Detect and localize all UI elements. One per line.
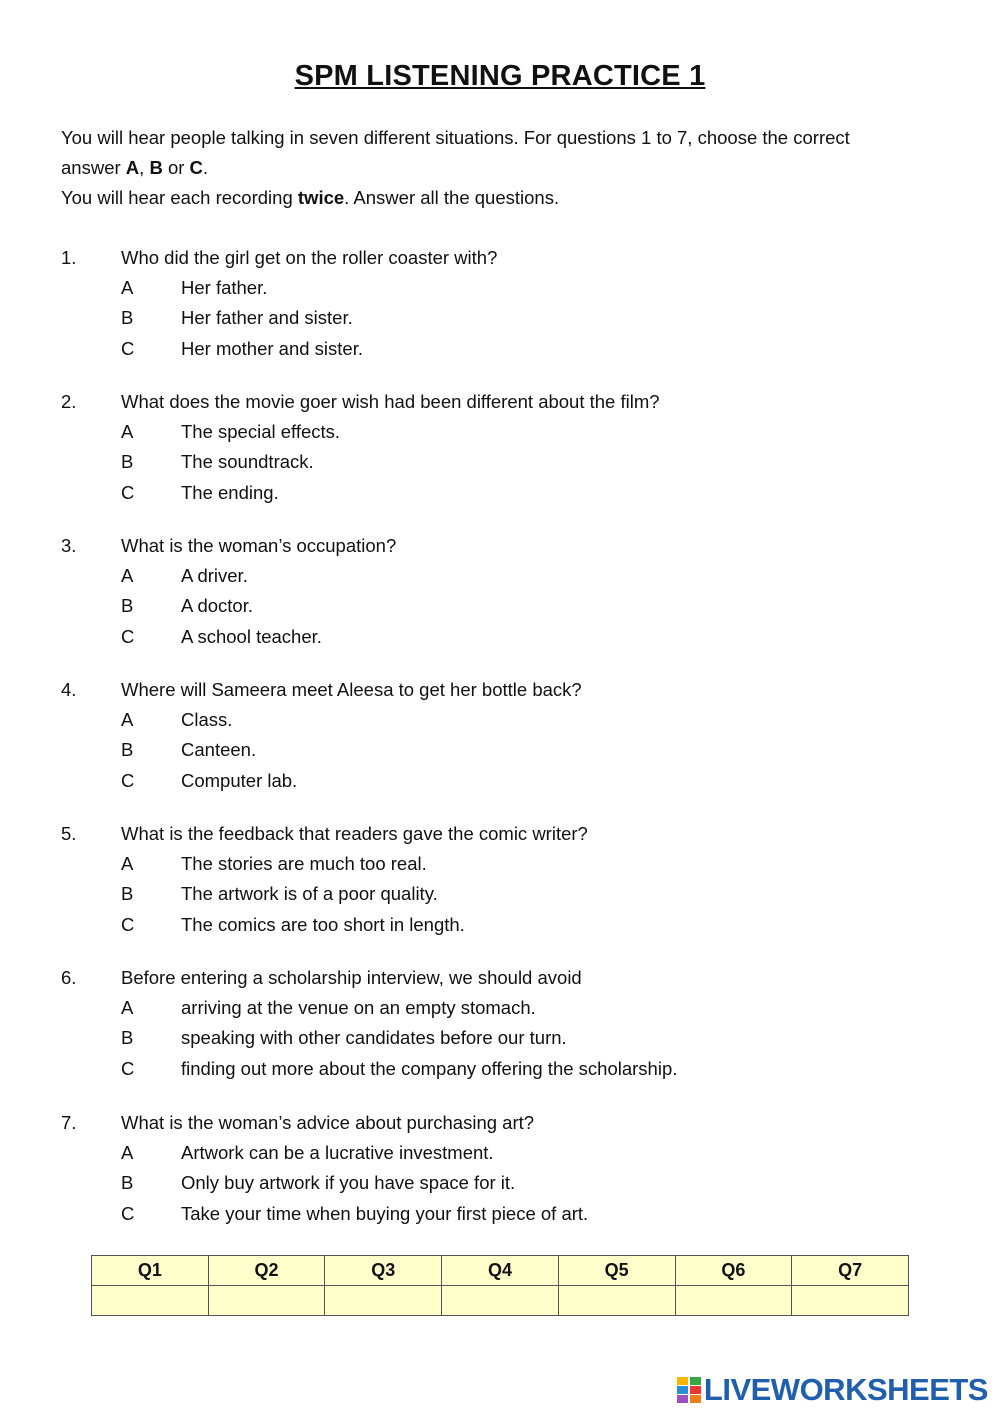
instructions-line-2 (61, 153, 941, 183)
option-text: The stories are much too real. (181, 853, 427, 875)
answer-table-input-row (92, 1286, 909, 1316)
liveworksheets-logo-icon (676, 1376, 702, 1404)
liveworksheets-logo[interactable] (676, 1372, 988, 1408)
option-letter: B (121, 451, 134, 473)
option-text: A doctor. (181, 595, 253, 617)
option-text: speaking with other candidates before our turn. (181, 1027, 567, 1049)
option-c[interactable] (61, 334, 961, 364)
answer-table-header: Q6 (675, 1256, 792, 1286)
answer-table-header: Q2 (208, 1256, 325, 1286)
option-letter: A (121, 709, 134, 731)
option-c[interactable] (61, 766, 961, 796)
option-letter: A (121, 997, 134, 1019)
instructions-line-1: You will hear people talking in seven different situations. For questions 1 to 7, choose the correct (61, 127, 850, 148)
instructions-line-3 (61, 183, 941, 213)
instructions-text: answer (61, 157, 126, 178)
answer-table (91, 1255, 909, 1316)
twice-bold: twice (297, 187, 345, 208)
option-text: The comics are too short in length. (181, 913, 465, 935)
answer-table-header: Q7 (792, 1256, 909, 1286)
question-2 (61, 387, 961, 508)
option-text: The ending. (181, 481, 279, 503)
option-letter: C (121, 481, 135, 503)
question-1 (61, 243, 961, 364)
option-letter: A (121, 565, 134, 587)
option-a[interactable] (61, 561, 961, 591)
option-c[interactable] (61, 1199, 961, 1229)
question-number: 2. (61, 391, 77, 412)
question-text: Who did the girl get on the roller coaster with? (121, 247, 498, 268)
option-letter: B (121, 307, 134, 329)
answer-table-header-row (92, 1256, 909, 1286)
option-a[interactable] (61, 849, 961, 879)
question-6 (61, 963, 961, 1084)
option-letter: A (121, 853, 134, 875)
option-letter: C (121, 1202, 135, 1224)
option-a-bold: A (125, 157, 140, 178)
answer-cell-q5[interactable] (558, 1286, 675, 1316)
option-c[interactable] (61, 1054, 961, 1084)
worksheet-title: SPM LISTENING PRACTICE 1 (294, 60, 706, 92)
answer-cell-q7[interactable] (792, 1286, 909, 1316)
answer-table-header: Q3 (325, 1256, 442, 1286)
option-b[interactable] (61, 1168, 961, 1198)
question-number: 7. (61, 1112, 77, 1133)
instructions-text: . (202, 157, 209, 178)
option-letter: A (121, 1142, 134, 1164)
option-b-bold: B (149, 157, 163, 178)
option-text: Take your time when buying your first piece of art. (181, 1202, 589, 1224)
option-text: Class. (181, 709, 233, 731)
option-letter: C (121, 1057, 135, 1079)
option-a[interactable] (61, 1138, 961, 1168)
question-5 (61, 819, 961, 940)
answer-cell-q4[interactable] (442, 1286, 559, 1316)
question-number: 6. (61, 967, 77, 988)
question-number: 1. (61, 247, 77, 268)
option-b[interactable] (61, 735, 961, 765)
option-text: Artwork can be a lucrative investment. (181, 1142, 494, 1164)
option-b[interactable] (61, 447, 961, 477)
option-text: The artwork is of a poor quality. (181, 883, 438, 905)
instructions (61, 123, 941, 213)
option-text: The special effects. (181, 421, 341, 443)
answer-cell-q3[interactable] (325, 1286, 442, 1316)
option-letter: B (121, 1172, 134, 1194)
option-a[interactable] (61, 705, 961, 735)
instructions-text: . Answer all the questions. (344, 187, 560, 208)
option-a[interactable] (61, 993, 961, 1023)
option-c[interactable] (61, 478, 961, 508)
answer-table-header: Q5 (558, 1256, 675, 1286)
option-letter: A (121, 421, 134, 443)
option-text: Her mother and sister. (181, 337, 363, 359)
option-letter: C (121, 625, 135, 647)
option-text: The soundtrack. (181, 451, 314, 473)
instructions-text: or (162, 157, 190, 178)
question-text: What does the movie goer wish had been different about the film? (121, 391, 660, 412)
question-text: What is the woman’s occupation? (121, 535, 397, 556)
option-letter: B (121, 883, 134, 905)
liveworksheets-logo-text: LIVEWORKSHEETS (703, 1372, 988, 1407)
answer-table-header: Q4 (442, 1256, 559, 1286)
option-b[interactable] (61, 591, 961, 621)
option-b[interactable] (61, 303, 961, 333)
question-3 (61, 531, 961, 652)
question-number: 3. (61, 535, 77, 556)
option-letter: B (121, 1027, 134, 1049)
option-text: arriving at the venue on an empty stomach. (181, 997, 536, 1019)
option-c[interactable] (61, 910, 961, 940)
option-a[interactable] (61, 273, 961, 303)
answer-table-header: Q1 (92, 1256, 209, 1286)
question-number: 4. (61, 679, 77, 700)
option-b[interactable] (61, 879, 961, 909)
option-text: A school teacher. (181, 625, 322, 647)
option-text: Her father and sister. (181, 307, 353, 329)
option-letter: C (121, 769, 135, 791)
option-c[interactable] (61, 622, 961, 652)
answer-cell-q1[interactable] (92, 1286, 209, 1316)
question-text: Before entering a scholarship interview, we should avoid (121, 967, 582, 988)
option-c-bold: C (189, 157, 203, 178)
option-text: Only buy artwork if you have space for it. (181, 1172, 516, 1194)
option-text: finding out more about the company offering the scholarship. (181, 1057, 678, 1079)
option-letter: B (121, 595, 134, 617)
option-b[interactable] (61, 1023, 961, 1053)
option-letter: C (121, 337, 135, 359)
option-a[interactable] (61, 417, 961, 447)
question-7 (61, 1108, 961, 1229)
instructions-text: You will hear each recording (61, 187, 298, 208)
option-letter: C (121, 913, 135, 935)
question-number: 5. (61, 823, 77, 844)
option-text: A driver. (181, 565, 248, 587)
question-text: What is the feedback that readers gave the comic writer? (121, 823, 588, 844)
question-4 (61, 675, 961, 796)
option-letter: B (121, 739, 134, 761)
question-text: What is the woman’s advice about purchasing art? (121, 1112, 535, 1133)
question-text: Where will Sameera meet Aleesa to get her bottle back? (121, 679, 582, 700)
answer-cell-q2[interactable] (208, 1286, 325, 1316)
option-text: Canteen. (181, 739, 257, 761)
option-letter: A (121, 277, 134, 299)
option-text: Her father. (181, 277, 268, 299)
option-text: Computer lab. (181, 769, 298, 791)
instructions-text: , (139, 157, 150, 178)
answer-cell-q6[interactable] (675, 1286, 792, 1316)
